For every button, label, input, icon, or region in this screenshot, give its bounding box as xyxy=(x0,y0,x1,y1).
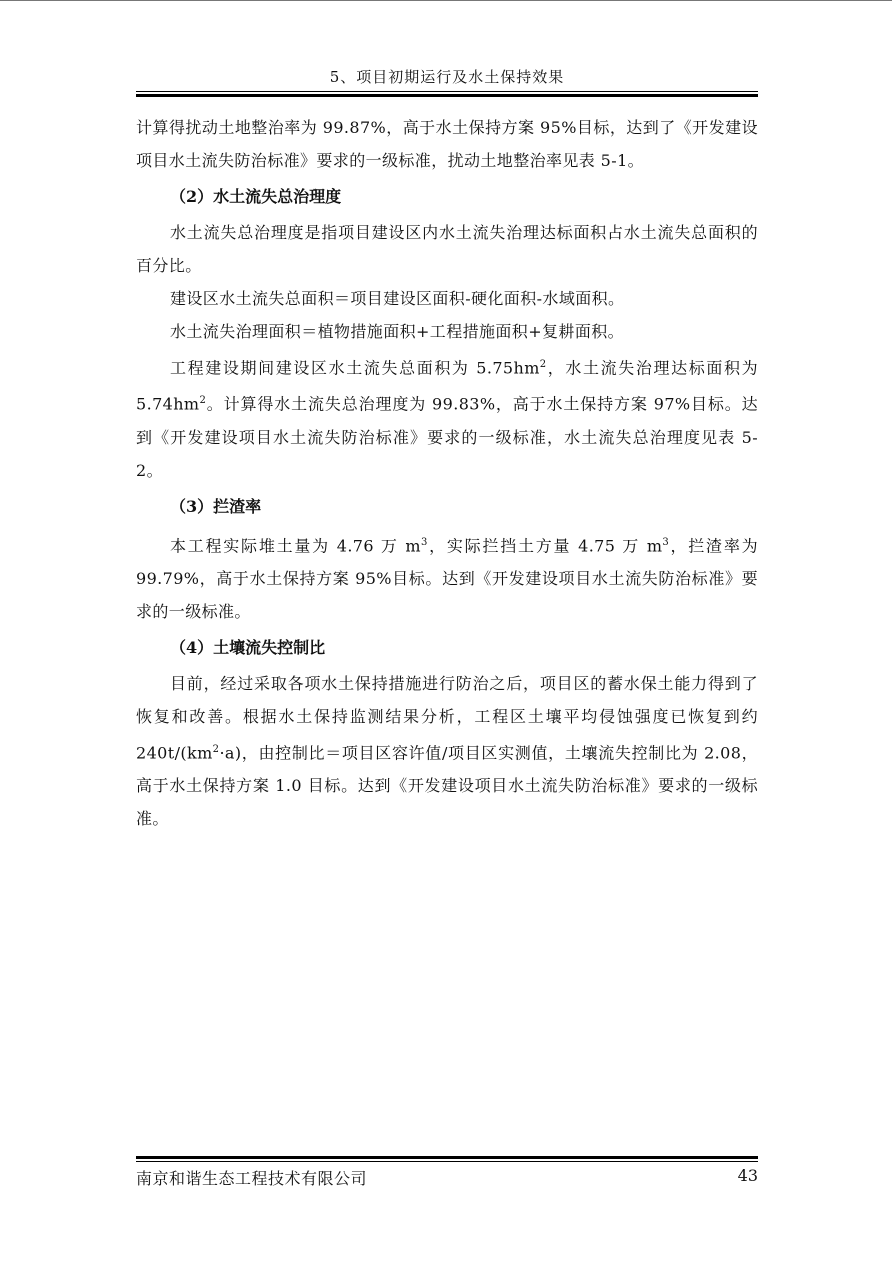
footer-company-name: 南京和谐生态工程技术有限公司 xyxy=(136,1169,368,1188)
footer-page-number: 43 xyxy=(737,1166,758,1185)
page-content xyxy=(136,111,758,835)
footer-rule-thick xyxy=(136,1156,758,1159)
footer-rule-thin xyxy=(136,1161,758,1162)
paragraph-total-control-result: 工程建设期间建设区水土流失总面积为 $5.75hm^2$，水土流失治理达标面积为 $5.74hm^2$。计算得水土流失总治理度为 99.83%，高于水土保持方案 97%目标。达到《开发建设项目水土流失防治标准》要求的一级标准，水土流失总治理度见表 5-2。 xyxy=(136,358,758,480)
header-rule-thin xyxy=(136,91,758,92)
superscript: 3 xyxy=(421,536,428,548)
header-rule-thick xyxy=(136,94,758,97)
paragraph-disturbed-land-rate: 计算得扰动土地整治率为 99.87%，高于水土保持方案 95%目标，达到了《开发建设项目水土流失防治标准》要求的一级标准，扰动土地整治率见表 5-1。 xyxy=(136,118,758,170)
paragraph-slag-rate-result: 本工程实际堆土量为 4.76 万 $m^3$，实际拦挡土方量 4.75 万 $m^3$，拦渣率为 99.79%，高于水土保持方案 95%目标。达到《开发建设项目水土流失防治标准》要求的一级标准。 xyxy=(136,535,758,621)
superscript: 2 xyxy=(212,743,220,755)
section-heading-soil-loss-ratio: （4）土壤流失控制比 xyxy=(170,637,326,657)
section-heading-slag-rate: （3）拦渣率 xyxy=(170,496,262,516)
paragraph-control-area-formula: 水土流失治理面积＝植物措施面积+工程措施面积+复耕面积。 xyxy=(170,322,625,341)
superscript: 2 xyxy=(539,359,547,370)
section-heading-total-control: （2）水土流失总治理度 xyxy=(170,187,342,206)
paragraph-total-control-definition: 水土流失总治理度是指项目建设区内水土流失治理达标面积占水土流失总面积的百分比。 xyxy=(136,223,758,275)
superscript: 3 xyxy=(662,536,670,548)
page-header-title: 5、项目初期运行及水土保持效果 xyxy=(329,68,565,86)
paragraph-soil-loss-ratio-result: 目前，经过采取各项水土保持措施进行防治之后，项目区的蓄水保土能力得到了恢复和改善。根据水土保持监测结果分析，工程区土壤平均侵蚀强度已恢复到约 $240t/(km^2\cdot a)$，由控制比＝项目区容许值/项目区实测值，土壤流失控制比为 2.08，高于水土保持方案 1.0 目标。达到《开发建设项目水土流失防治标准》要求的一级标准。 xyxy=(136,673,758,829)
paragraph-total-area-formula: 建设区水土流失总面积＝项目建设区面积-硬化面积-水域面积。 xyxy=(170,289,625,308)
superscript: 2 xyxy=(199,395,207,407)
